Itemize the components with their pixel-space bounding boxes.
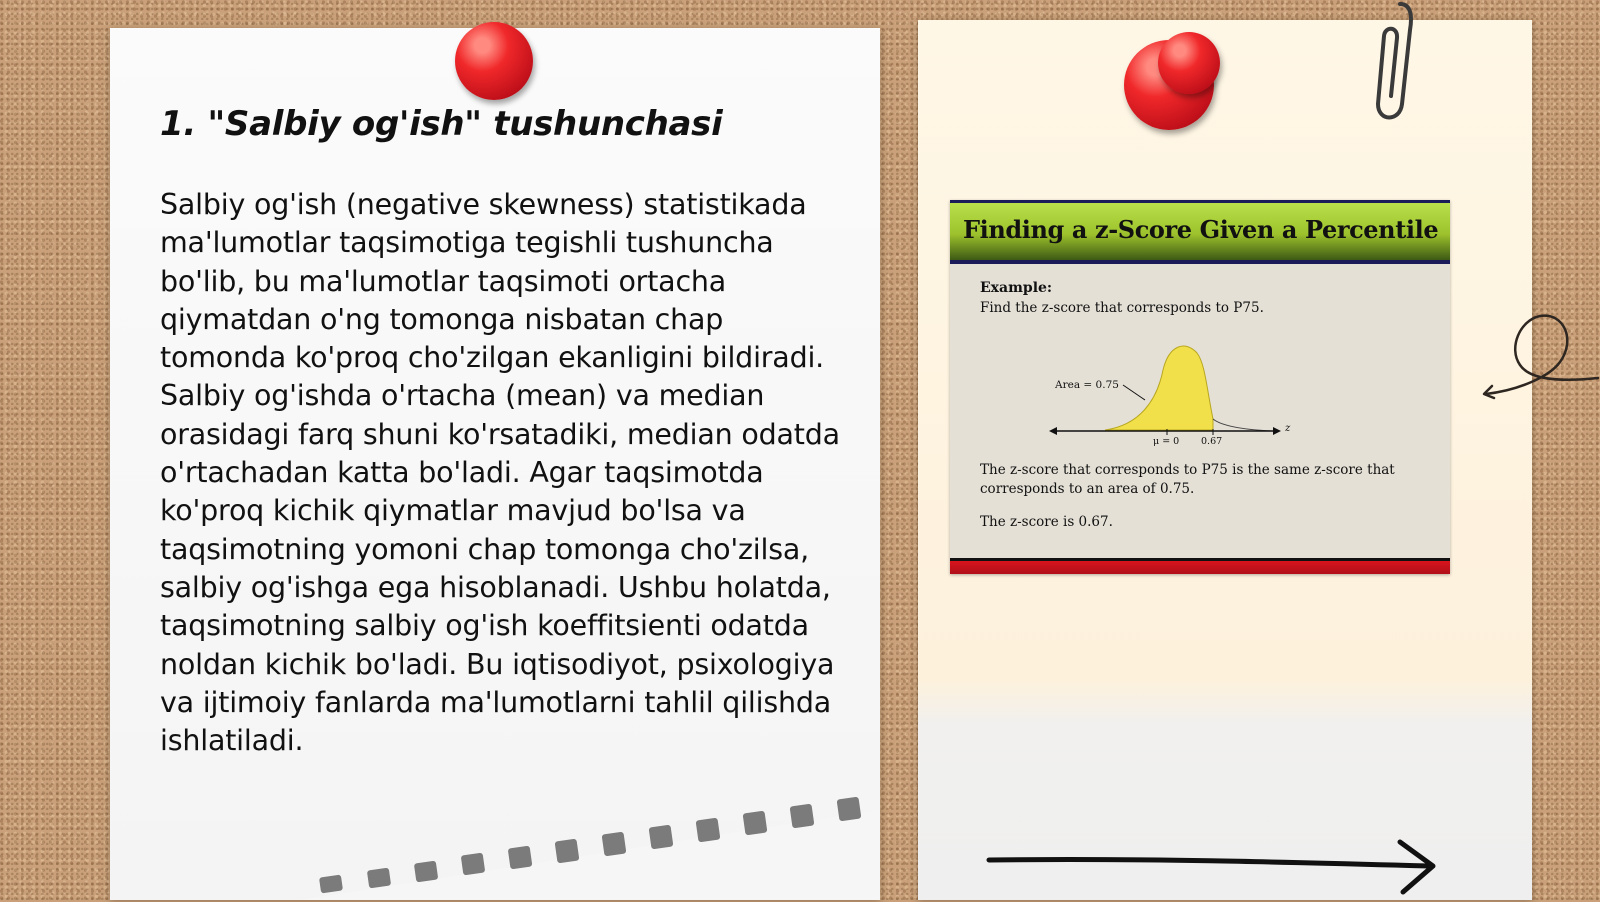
slide-explanation-2: corresponds to an area of 0.75.	[980, 481, 1195, 497]
slide-title: Finding a z-Score Given a Percentile	[963, 215, 1439, 244]
slide-answer: The z-score is 0.67.	[980, 514, 1113, 530]
squiggle-arrow-icon	[1480, 310, 1600, 414]
pushpin-icon	[1158, 32, 1220, 94]
slide-header	[950, 200, 1450, 264]
axis-z-value-label: 0.67	[1201, 436, 1223, 447]
left-note	[110, 28, 880, 900]
area-label: Area = 0.75	[1055, 379, 1119, 391]
axis-variable-label: z	[1285, 423, 1291, 434]
note-body: Salbiy og'ish (negative skewness) statistikada ma'lumotlar taqsimotiga tegishli tushuncha bo'lib, bu ma'lumotlar taqsimoti ortacha qiymatdan o'ng tomonga nisbatan chap tomonda ko'proq cho'zilgan ekanligini bildiradi. Salbiy og'ishda o'rtacha (mean) va median orasidagi farq shuni ko'rsatadiki, median odatda o'rtachadan katta bo'ladi. Agar taqsimotda ko'proq kichik qiymatlar mavjud bo'lsa va taqsimotning yomoni chap tomonga cho'zilsa, salbiy og'ishga ega hisoblanadi. Ushbu holatda, taqsimotning salbiy og'ish koeffitsienti odatda noldan kichik bo'ladi. Bu iqtisodiyot, psixologiya va ijtimoiy fanlarda ma'lumotlarni tahlil qilishda ishlatiladi.	[160, 188, 840, 758]
slide-explanation-1: The z-score that corresponds to P75 is the same z-score that	[980, 462, 1395, 478]
paperclip-icon	[1370, 0, 1414, 134]
axis-mu-label: μ = 0	[1153, 436, 1180, 447]
note-heading: 1. "Salbiy og'ish" tushunchasi	[160, 104, 723, 144]
arrow-right-icon	[985, 838, 1445, 902]
slide-question: Find the z-score that corresponds to P75.	[980, 300, 1264, 316]
torn-paper-edge	[300, 790, 880, 900]
pushpin-icon	[455, 22, 533, 100]
slide-footer-bar	[950, 558, 1450, 574]
statistics-slide	[950, 200, 1450, 574]
normal-curve-figure	[1045, 335, 1305, 459]
slide-example-label: Example:	[980, 280, 1053, 296]
